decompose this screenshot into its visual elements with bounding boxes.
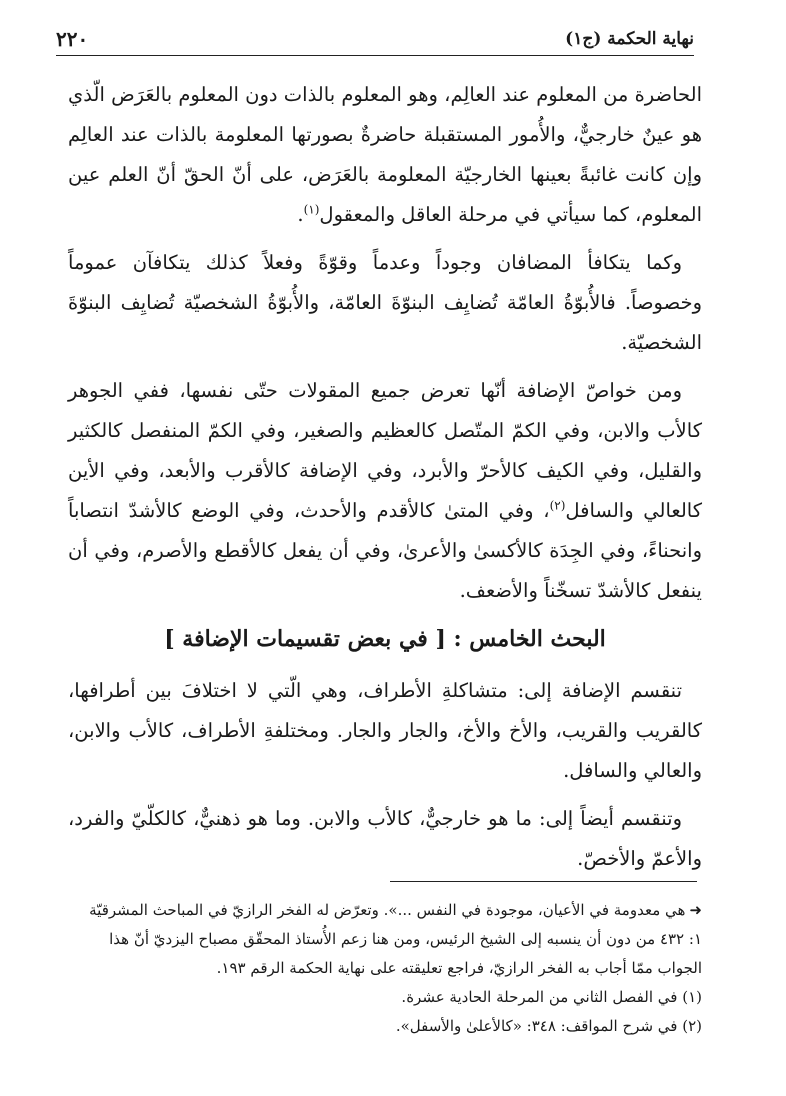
main-text <box>68 75 702 887</box>
footnotes <box>72 896 702 1041</box>
footnote-divider <box>390 881 697 882</box>
paragraph-continued <box>68 75 702 235</box>
footnote-2: (٢) في شرح المواقف: ٣٤٨: «كالأعلىٰ والأسفل». <box>395 1017 702 1035</box>
paragraph-division-1: تنقسم الإضافة إلى: متشاكلةِ الأطراف، وهي الّتي لا اختلافَ بين أطرافها، كالقريب والقريب، والأخ والأخ، والجار والجار. ومختلفةِ الأطراف، كالأب والابن، والعالي والسافل. <box>68 679 702 782</box>
paragraph-end: . <box>297 203 304 226</box>
paragraph-text-a: ومن خواصّ الإضافة أنّها تعرض جميع المقولات حتّى نفسها، ففي الجوهر كالأب والابن، وفي الكمّ المتّصل كالعظيم والصغير، وفي الكمّ المنفصل كالكثير والقليل، وفي الكيف كالأحرّ والأبرد، وفي الإضافة كالأقرب والأبعد، وفي الأين كالعالي والسافل <box>68 379 702 522</box>
page-number: ٢٢٠ <box>56 27 89 51</box>
footnote-reference-2: (٢) <box>549 498 566 513</box>
page-header <box>56 27 694 56</box>
section-heading: البحث الخامس : [ في بعض تقسيمات الإضافة ] <box>164 626 606 652</box>
continuation-arrow-icon: ➜ <box>689 901 702 919</box>
paragraph-properties <box>68 371 702 611</box>
paragraph-division-2: وتنقسم أيضاً إلى: ما هو خارجيٌّ، كالأب والابن. وما هو ذهنيٌّ، كالكلّيّ والفرد، والأعمّ والأخصّ. <box>68 807 702 870</box>
paragraph-correlation: وكما يتكافأ المضافان وجوداً وعدماً وقوّةً وفعلاً كذلك يتكافآن عموماً وخصوصاً. فالأُبوّةُ العامّة تُضايِف البنوّةَ العامّة، والأُبوّةُ الشخصيّة تُضايِف البنوّةَ الشخصيّة. <box>68 251 702 354</box>
footnote-reference-1: (١) <box>303 202 320 217</box>
footnote-continued <box>72 896 702 983</box>
paragraph-text: الحاضرة من المعلوم عند العالِم، وهو المعلوم بالذات دون المعلوم بالعَرَض الّذي هو عينٌ خارجيٌّ، والأُمور المستقبلة حاضرةٌ بصورتها المعلومة بالذات عند العالِم وإن كانت غائبةً بعينها الخارجيّة المعلومة بالعَرَض، على أنّ الحقّ أنّ العلم عين المعلوم، كما سيأتي في مرحلة العاقل والمعقول <box>68 83 702 226</box>
running-title: نهاية الحكمة (ج١) <box>565 29 694 49</box>
footnote-1: (١) في الفصل الثاني من المرحلة الحادية عشرة. <box>401 988 702 1006</box>
paragraph-text-b: ، وفي المتىٰ كالأقدم والأحدث، وفي الوضع كالأشدّ انتصاباً وانحناءً، وفي الجِدَة كالأكسىٰ والأعرىٰ، وفي أن يفعل كالأقطع والأصرم، وفي أن ينفعل كالأشدّ تسخّناً والأضعف. <box>68 499 702 602</box>
footnote-continued-text: هي معدومة في الأعيان، موجودة في النفس ...». وتعرّض له الفخر الرازيّ في المباحث المشرقيّة ١: ٤٣٢ من دون أن ينسبه إلى الشيخ الرئيس، ومن هنا زعم الأُستاذ المحقّق مصباح اليزديّ أنّ هذا الجواب ممّا أجاب به الفخر الرازيّ، فراجع تعليقته على نهاية الحكمة الرقم ١٩٣. <box>89 901 702 977</box>
